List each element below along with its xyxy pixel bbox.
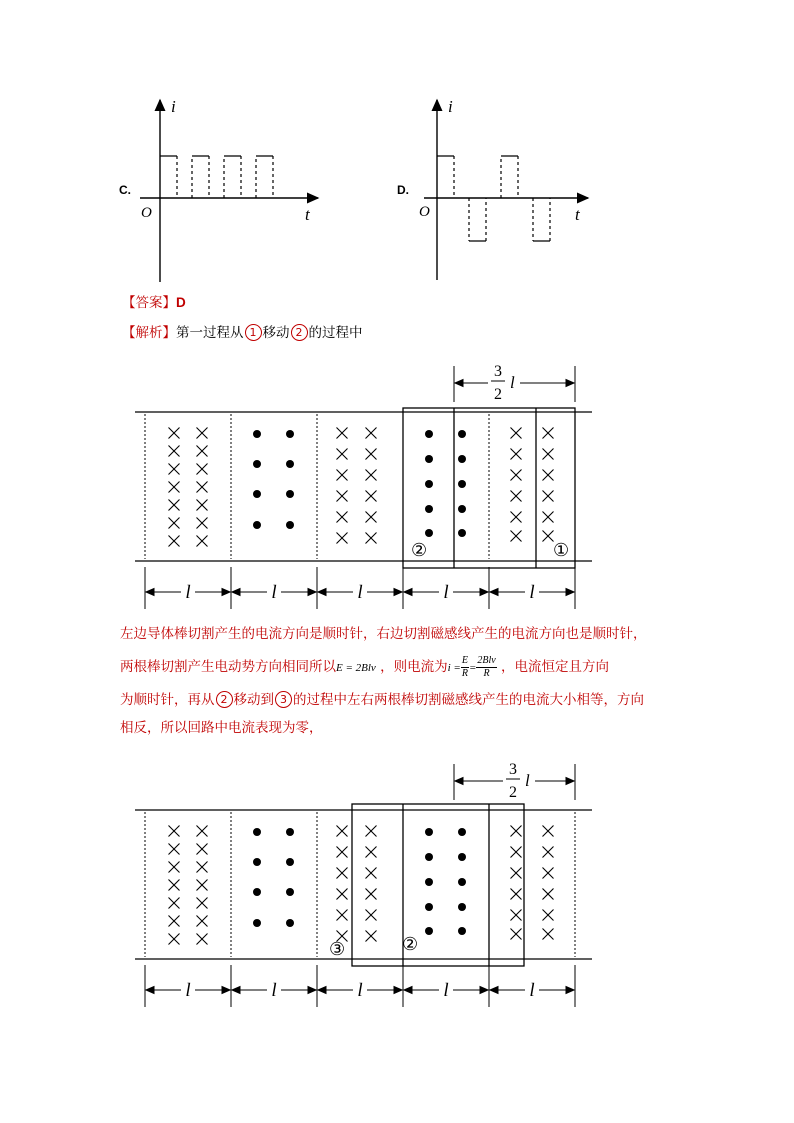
arrow-head — [146, 589, 154, 596]
arrow-head — [232, 987, 240, 994]
dot-mark — [286, 430, 294, 438]
cross-mark — [197, 862, 208, 873]
cross-mark — [511, 512, 522, 523]
segment-label-l: l — [185, 980, 191, 1001]
field-out-of-page-dots — [253, 430, 466, 537]
dot-mark — [458, 430, 466, 438]
answer-prefix: 【答案】 — [122, 295, 176, 311]
cross-mark — [197, 916, 208, 927]
dot-mark — [425, 927, 433, 935]
cross-mark — [337, 910, 348, 921]
analysis-text: 第一过程从 — [176, 325, 244, 341]
cross-mark — [366, 512, 377, 523]
para-text: 为顺时针，再从 — [120, 692, 215, 708]
y-axis-label: i — [448, 97, 453, 116]
cross-mark — [169, 844, 180, 855]
cross-mark — [197, 826, 208, 837]
dim-top-denominator: 2 — [494, 386, 502, 403]
cross-mark — [366, 910, 377, 921]
option-c-label: C. — [119, 183, 131, 197]
cross-mark — [197, 898, 208, 909]
fraction-2blv-over-r — [476, 655, 496, 680]
dot-mark — [425, 903, 433, 911]
figure-1-field-diagram — [130, 362, 600, 614]
cross-mark — [197, 880, 208, 891]
cross-mark — [543, 847, 554, 858]
region-boundaries — [145, 812, 575, 957]
position-mark-3: ③ — [329, 939, 346, 959]
arrow-head — [566, 987, 574, 994]
cross-mark — [366, 931, 377, 942]
cross-mark — [511, 847, 522, 858]
field-into-page-crosses — [169, 826, 554, 945]
cross-mark — [366, 889, 377, 900]
segment-label-l: l — [271, 980, 277, 1001]
para-line-2 — [120, 653, 720, 682]
cross-mark — [169, 536, 180, 547]
para-line-3 — [120, 686, 720, 714]
arrow-head — [318, 589, 326, 596]
arrow-head — [455, 778, 463, 785]
cross-mark — [366, 470, 377, 481]
cross-mark — [543, 531, 554, 542]
frac-num: E — [461, 654, 468, 666]
arrow-head — [308, 987, 316, 994]
figure-2-field-diagram — [130, 760, 600, 1012]
origin-label: O — [419, 204, 430, 220]
dot-mark — [458, 455, 466, 463]
dot-mark — [253, 919, 261, 927]
field-out-of-page-dots — [253, 828, 466, 935]
option-d-graph — [412, 92, 602, 287]
cross-mark — [543, 491, 554, 502]
analysis-prefix: 【解析】 — [122, 325, 176, 341]
dot-mark — [425, 505, 433, 513]
dim-top-l: l — [510, 373, 515, 392]
cross-mark — [511, 428, 522, 439]
dot-mark — [458, 853, 466, 861]
arrow-head — [490, 987, 498, 994]
dot-mark — [253, 828, 261, 836]
segment-label-l: l — [185, 582, 191, 603]
cross-mark — [543, 889, 554, 900]
cross-mark — [511, 929, 522, 940]
dimension-ticks — [145, 366, 575, 609]
cross-mark — [511, 449, 522, 460]
cross-mark — [169, 826, 180, 837]
dot-mark — [425, 853, 433, 861]
segment-label-l: l — [529, 980, 535, 1001]
cross-mark — [169, 880, 180, 891]
para-text: 两根棒切割产生电动势方向相同所以 — [120, 659, 336, 675]
dot-mark — [286, 828, 294, 836]
cross-mark — [337, 428, 348, 439]
analysis-text: 的过程中 — [308, 325, 363, 341]
dot-mark — [458, 505, 466, 513]
arrow-head — [490, 589, 498, 596]
cross-mark — [337, 847, 348, 858]
cross-mark — [337, 533, 348, 544]
dot-mark — [286, 490, 294, 498]
cross-mark — [337, 868, 348, 879]
cross-mark — [337, 826, 348, 837]
segment-label-l: l — [529, 582, 535, 603]
dot-mark — [253, 460, 261, 468]
arrow-head — [222, 987, 230, 994]
cross-mark — [197, 934, 208, 945]
explanation-paragraph — [120, 620, 720, 742]
cross-mark — [337, 889, 348, 900]
cross-mark — [366, 533, 377, 544]
arrow-head — [566, 589, 574, 596]
dot-mark — [286, 888, 294, 896]
arrow-head — [222, 589, 230, 596]
cross-mark — [543, 449, 554, 460]
arrow-head — [146, 987, 154, 994]
cross-mark — [197, 464, 208, 475]
cross-mark — [366, 826, 377, 837]
cross-mark — [543, 868, 554, 879]
segment-label-l: l — [357, 980, 363, 1001]
arrow-head — [455, 380, 463, 387]
para-text: 的过程中左右两根棒切割磁感线产生的电流大小相等，方向 — [293, 692, 644, 708]
arrow-head — [318, 987, 326, 994]
dim-top-l: l — [525, 771, 530, 790]
cross-mark — [197, 482, 208, 493]
cross-mark — [511, 889, 522, 900]
cross-mark — [366, 868, 377, 879]
arrow-head — [394, 987, 402, 994]
para-text: 移动到 — [233, 692, 274, 708]
segment-label-l: l — [443, 980, 449, 1001]
arrow-head — [308, 589, 316, 596]
cross-mark — [169, 934, 180, 945]
analysis-line — [122, 321, 363, 341]
region-boundaries — [145, 414, 575, 559]
x-axis-label: t — [575, 205, 580, 224]
frac-den: R — [461, 667, 468, 679]
dim-top-denominator: 2 — [509, 784, 517, 801]
dot-mark — [458, 927, 466, 935]
cross-mark — [169, 518, 180, 529]
segment-label-l: l — [271, 582, 277, 603]
para-line-1: 左边导体棒切割产生的电流方向是顺时针，右边切割磁感线产生的电流方向也是顺时针， — [120, 626, 647, 642]
cross-mark — [511, 531, 522, 542]
fraction-e-over-r — [461, 655, 469, 680]
dot-mark — [253, 858, 261, 866]
dot-mark — [253, 521, 261, 529]
cross-mark — [337, 491, 348, 502]
y-axis-label: i — [171, 97, 176, 116]
position-mark-2: ② — [402, 934, 419, 954]
cross-mark — [337, 449, 348, 460]
cross-mark — [169, 916, 180, 927]
para-line-4: 相反，所以回路中电流表现为零， — [120, 720, 323, 736]
dot-mark — [253, 888, 261, 896]
position-mark-2: 2 — [216, 691, 233, 708]
dot-mark — [425, 430, 433, 438]
dot-mark — [425, 878, 433, 886]
position-mark-2: ② — [411, 540, 428, 560]
cross-mark — [197, 428, 208, 439]
cross-mark — [511, 470, 522, 481]
answer-line — [122, 291, 186, 311]
dot-mark — [458, 480, 466, 488]
cross-mark — [511, 910, 522, 921]
arrow-head — [404, 589, 412, 596]
cross-mark — [366, 491, 377, 502]
cross-mark — [169, 482, 180, 493]
dot-mark — [458, 828, 466, 836]
dot-mark — [458, 903, 466, 911]
cross-mark — [197, 500, 208, 511]
position-mark-1: ① — [553, 540, 570, 560]
dim-top-numerator: 3 — [494, 363, 502, 380]
frac-num: 2Blv — [477, 654, 496, 666]
cross-mark — [337, 512, 348, 523]
position-mark-2: 2 — [291, 324, 308, 341]
cross-mark — [543, 428, 554, 439]
cross-mark — [169, 464, 180, 475]
cross-mark — [197, 518, 208, 529]
para-text: ，电流恒定且方向 — [501, 659, 610, 675]
para-text: ，则电流为 — [380, 659, 448, 675]
arrow-head — [480, 589, 488, 596]
cross-mark — [169, 500, 180, 511]
emf-formula: E = 2Blv — [336, 662, 376, 674]
cross-mark — [366, 847, 377, 858]
dot-mark — [286, 521, 294, 529]
dot-mark — [425, 480, 433, 488]
cross-mark — [543, 826, 554, 837]
cross-mark — [337, 470, 348, 481]
frac-den: R — [483, 667, 490, 679]
cross-mark — [366, 428, 377, 439]
cross-mark — [511, 868, 522, 879]
cross-mark — [169, 428, 180, 439]
dot-mark — [458, 878, 466, 886]
arrow-head — [232, 589, 240, 596]
position-mark-3: 3 — [275, 691, 292, 708]
dot-mark — [425, 828, 433, 836]
cross-mark — [511, 491, 522, 502]
segment-label-l: l — [443, 582, 449, 603]
option-c-graph — [135, 92, 335, 287]
cross-mark — [366, 449, 377, 460]
cross-mark — [169, 446, 180, 457]
field-into-page-crosses — [169, 428, 554, 547]
dot-mark — [286, 858, 294, 866]
cross-mark — [511, 826, 522, 837]
current-lhs: i = — [447, 662, 461, 674]
equals-sign: = — [468, 662, 477, 674]
conducting-frame — [352, 804, 524, 966]
current-pulses — [160, 156, 273, 198]
option-d-label: D. — [397, 183, 409, 197]
dim-top-numerator: 3 — [509, 761, 517, 778]
cross-mark — [543, 512, 554, 523]
analysis-text: 移动 — [262, 325, 290, 341]
dot-mark — [425, 529, 433, 537]
x-axis-label: t — [305, 205, 310, 224]
cross-mark — [197, 536, 208, 547]
cross-mark — [197, 446, 208, 457]
origin-label: O — [141, 205, 152, 221]
dot-mark — [286, 460, 294, 468]
arrow-head — [566, 778, 574, 785]
dot-mark — [458, 529, 466, 537]
dot-mark — [253, 490, 261, 498]
arrow-head — [566, 380, 574, 387]
answer-value: D — [176, 295, 186, 310]
position-mark-1: 1 — [245, 324, 262, 341]
cross-mark — [543, 929, 554, 940]
cross-mark — [197, 844, 208, 855]
dot-mark — [253, 430, 261, 438]
dot-mark — [425, 455, 433, 463]
cross-mark — [169, 898, 180, 909]
cross-mark — [543, 470, 554, 481]
arrow-head — [394, 589, 402, 596]
arrow-head — [404, 987, 412, 994]
cross-mark — [169, 862, 180, 873]
cross-mark — [543, 910, 554, 921]
segment-label-l: l — [357, 582, 363, 603]
dot-mark — [286, 919, 294, 927]
arrow-head — [480, 987, 488, 994]
